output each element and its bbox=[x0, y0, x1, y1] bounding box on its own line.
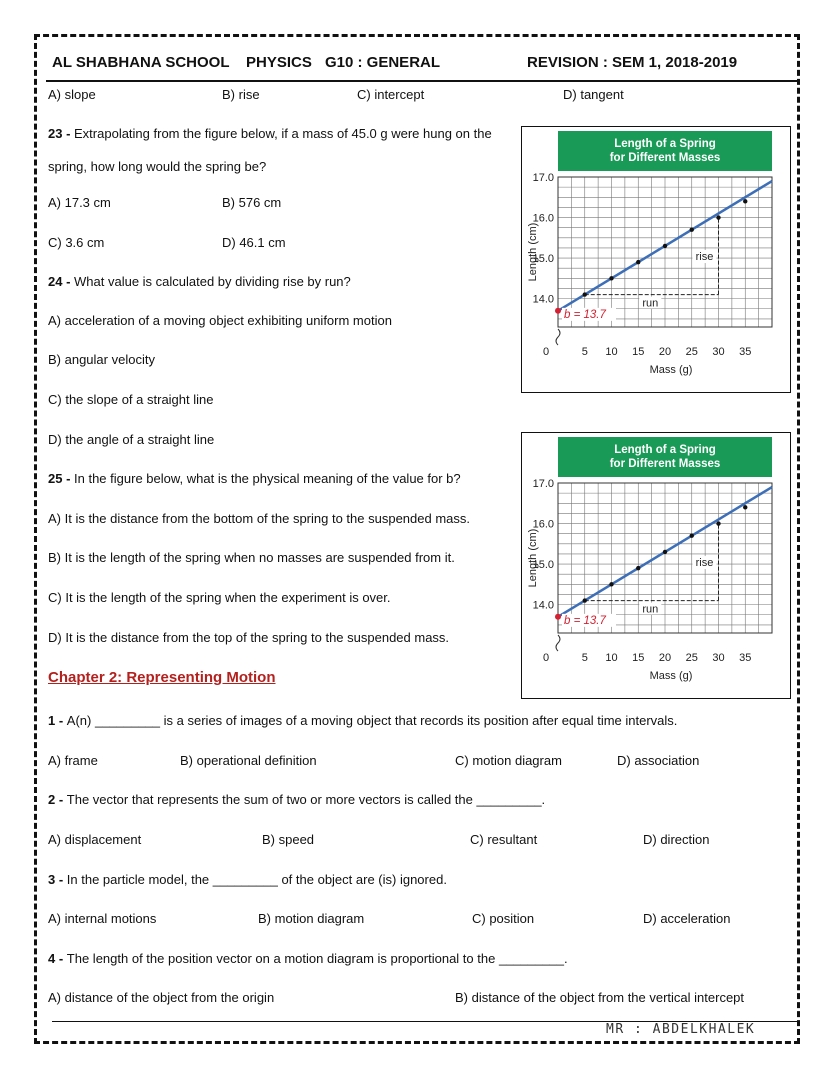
chart-x-axis-label: Mass (g) bbox=[649, 670, 693, 682]
ch2-q3-option-c: C) position bbox=[472, 911, 535, 926]
chart-data-point bbox=[636, 566, 640, 570]
chart-x-tick-label: 5 bbox=[581, 346, 588, 358]
spring-chart-2-svg bbox=[522, 433, 790, 698]
chart-y-tick-label: 15.0 bbox=[532, 559, 554, 572]
q23-option-c: C) 3.6 cm bbox=[48, 235, 105, 250]
q23-option-a: A) 17.3 cm bbox=[48, 195, 111, 210]
ch2-q2-option-b: B) speed bbox=[262, 832, 315, 847]
subject: PHYSICS bbox=[246, 54, 312, 71]
ch2-q2-option-a: A) displacement bbox=[48, 832, 142, 847]
question-24-number: 24 - bbox=[48, 274, 75, 289]
chart-intercept-point bbox=[555, 308, 561, 314]
chart-y-axis-label: Length (cm) bbox=[527, 528, 539, 588]
question-23-text: Extrapolating from the figure below, if a mass of 45.0 g were hung on the bbox=[74, 126, 492, 141]
chart-x-tick-label: 5 bbox=[581, 652, 588, 664]
ch2-q1-option-a: A) frame bbox=[48, 753, 98, 768]
chart-y-tick-label: 17.0 bbox=[532, 172, 554, 184]
q25-option-d: D) It is the distance from the top of the spring to the suspended mass. bbox=[48, 630, 450, 645]
ch2-question-1-text: A(n) _________ is a series of images of a moving object that records its position after equal time intervals. bbox=[66, 713, 678, 728]
spring-chart-1 bbox=[521, 126, 791, 393]
ch2-q4-option-b: B) distance of the object from the vertical intercept bbox=[455, 990, 745, 1005]
chart-data-point bbox=[716, 215, 720, 219]
ch2-question-2 bbox=[48, 792, 545, 807]
chapter-2-title: Chapter 2: Representing Motion bbox=[48, 669, 276, 686]
q24-option-c: C) the slope of a straight line bbox=[48, 392, 214, 407]
chart-axis-break bbox=[556, 635, 560, 651]
chart-y-tick-label: 15.0 bbox=[532, 253, 554, 266]
ch2-question-3-number: 3 - bbox=[48, 872, 67, 887]
ch2-q3-option-a: A) internal motions bbox=[48, 911, 157, 926]
prev-option-b: B) rise bbox=[222, 87, 260, 102]
chart-data-point bbox=[609, 582, 613, 586]
chart-x-tick-label: 10 bbox=[605, 346, 618, 358]
q23-option-d: D) 46.1 cm bbox=[222, 235, 286, 250]
chart-title-banner bbox=[558, 437, 772, 477]
chart-x-tick-label: 25 bbox=[685, 652, 698, 664]
chart-x-tick-label: 20 bbox=[658, 346, 672, 358]
q23-option-b: B) 576 cm bbox=[222, 195, 282, 210]
chart-y-tick-label: 17.0 bbox=[532, 478, 554, 490]
q25-option-a: A) It is the distance from the bottom of the spring to the suspended mass. bbox=[48, 511, 470, 526]
ch2-q1-option-c: C) motion diagram bbox=[455, 753, 562, 768]
chart-data-point bbox=[583, 598, 587, 602]
grade: G10 : GENERAL bbox=[325, 54, 441, 71]
chart-x-tick-label: 30 bbox=[712, 652, 725, 664]
chart-run-label: run bbox=[642, 603, 659, 616]
chart-data-point bbox=[663, 550, 667, 554]
ch2-question-2-text: The vector that represents the sum of two or more vectors is called the _________. bbox=[66, 792, 546, 807]
chart-data-point bbox=[636, 260, 640, 264]
chart-data-point bbox=[663, 244, 667, 248]
prev-option-d: D) tangent bbox=[563, 87, 624, 102]
chart-y-tick-label: 14.0 bbox=[532, 599, 554, 612]
school-name: AL SHABHANA SCHOOL bbox=[52, 54, 230, 71]
chart-x-tick-label: 15 bbox=[632, 652, 645, 664]
ch2-q2-option-c: C) resultant bbox=[470, 832, 538, 847]
question-23-line2: spring, how long would the spring be? bbox=[48, 159, 267, 174]
chart-y-axis-label: Length (cm) bbox=[527, 222, 539, 282]
q24-option-b: B) angular velocity bbox=[48, 352, 155, 367]
prev-option-a: A) slope bbox=[48, 87, 96, 102]
question-25-number: 25 - bbox=[48, 471, 75, 486]
question-24 bbox=[48, 274, 351, 289]
header-rule bbox=[46, 80, 798, 82]
question-24-text: What value is calculated by dividing rise by run? bbox=[74, 274, 351, 289]
chart-data-point bbox=[690, 228, 694, 232]
chart-rise-label: rise bbox=[695, 557, 714, 570]
chart-rise-label: rise bbox=[695, 251, 714, 264]
question-23-number: 23 - bbox=[48, 126, 75, 141]
chart-origin-label: 0 bbox=[542, 652, 550, 664]
chart-intercept-label: b = 13.7 bbox=[564, 308, 606, 321]
ch2-question-4 bbox=[48, 951, 568, 966]
ch2-question-2-number: 2 - bbox=[48, 792, 67, 807]
chart-x-tick-label: 15 bbox=[632, 346, 645, 358]
ch2-q3-option-b: B) motion diagram bbox=[258, 911, 365, 926]
ch2-q2-option-d: D) direction bbox=[643, 832, 710, 847]
ch2-q1-option-d: D) association bbox=[617, 753, 700, 768]
question-23-line1 bbox=[48, 126, 492, 141]
ch2-question-4-number: 4 - bbox=[48, 951, 67, 966]
ch2-question-1-number: 1 - bbox=[48, 713, 67, 728]
chart-x-tick-label: 25 bbox=[685, 346, 698, 358]
ch2-question-3-text: In the particle model, the _________ of the object are (is) ignored. bbox=[66, 872, 447, 887]
chart-x-tick-label: 10 bbox=[605, 652, 618, 664]
chart-x-tick-label: 35 bbox=[739, 652, 752, 664]
ch2-q3-option-d: D) acceleration bbox=[643, 911, 731, 926]
chart-title-line: for Different Masses bbox=[609, 458, 721, 470]
ch2-question-1 bbox=[48, 713, 677, 728]
q24-option-d: D) the angle of a straight line bbox=[48, 432, 215, 447]
chart-title-line: Length of a Spring bbox=[614, 444, 716, 456]
revision: REVISION : SEM 1, 2018-2019 bbox=[527, 54, 738, 71]
chart-run-label: run bbox=[642, 297, 659, 310]
chart-x-tick-label: 20 bbox=[658, 652, 672, 664]
chart-x-tick-label: 30 bbox=[712, 346, 725, 358]
chart-intercept-point bbox=[555, 614, 561, 620]
chart-y-tick-label: 14.0 bbox=[532, 293, 554, 306]
chart-data-point bbox=[743, 199, 747, 203]
chart-x-axis-label: Mass (g) bbox=[649, 364, 693, 376]
chart-data-point bbox=[743, 505, 747, 509]
q25-option-c: C) It is the length of the spring when the experiment is over. bbox=[48, 590, 391, 605]
chart-intercept-label: b = 13.7 bbox=[564, 614, 606, 627]
ch2-q4-option-a: A) distance of the object from the origin bbox=[48, 990, 275, 1005]
chart-axis-break bbox=[556, 329, 560, 345]
chart-data-point bbox=[716, 521, 720, 525]
chart-origin-label: 0 bbox=[542, 346, 550, 358]
chart-title-banner bbox=[558, 131, 772, 171]
chart-y-tick-label: 16.0 bbox=[532, 518, 554, 531]
q24-option-a: A) acceleration of a moving object exhibiting uniform motion bbox=[48, 313, 392, 328]
chart-title-line: Length of a Spring bbox=[614, 138, 716, 150]
chart-y-tick-label: 16.0 bbox=[532, 212, 554, 225]
prev-option-c: C) intercept bbox=[357, 87, 425, 102]
question-25-text: In the figure below, what is the physical meaning of the value for b? bbox=[74, 471, 461, 486]
question-25 bbox=[48, 471, 461, 486]
author-signature: MR : ABDELKHALEK bbox=[606, 1022, 756, 1037]
ch2-question-4-text: The length of the position vector on a motion diagram is proportional to the _________. bbox=[66, 951, 568, 966]
chart-x-tick-label: 35 bbox=[739, 346, 752, 358]
chart-data-point bbox=[690, 534, 694, 538]
ch2-question-3 bbox=[48, 872, 447, 887]
chart-data-point bbox=[609, 276, 613, 280]
q25-option-b: B) It is the length of the spring when no masses are suspended from it. bbox=[48, 550, 455, 565]
spring-chart-2 bbox=[521, 432, 791, 699]
spring-chart-1-svg bbox=[522, 127, 790, 392]
ch2-q1-option-b: B) operational definition bbox=[180, 753, 317, 768]
chart-title-line: for Different Masses bbox=[609, 152, 721, 164]
chart-data-point bbox=[583, 292, 587, 296]
